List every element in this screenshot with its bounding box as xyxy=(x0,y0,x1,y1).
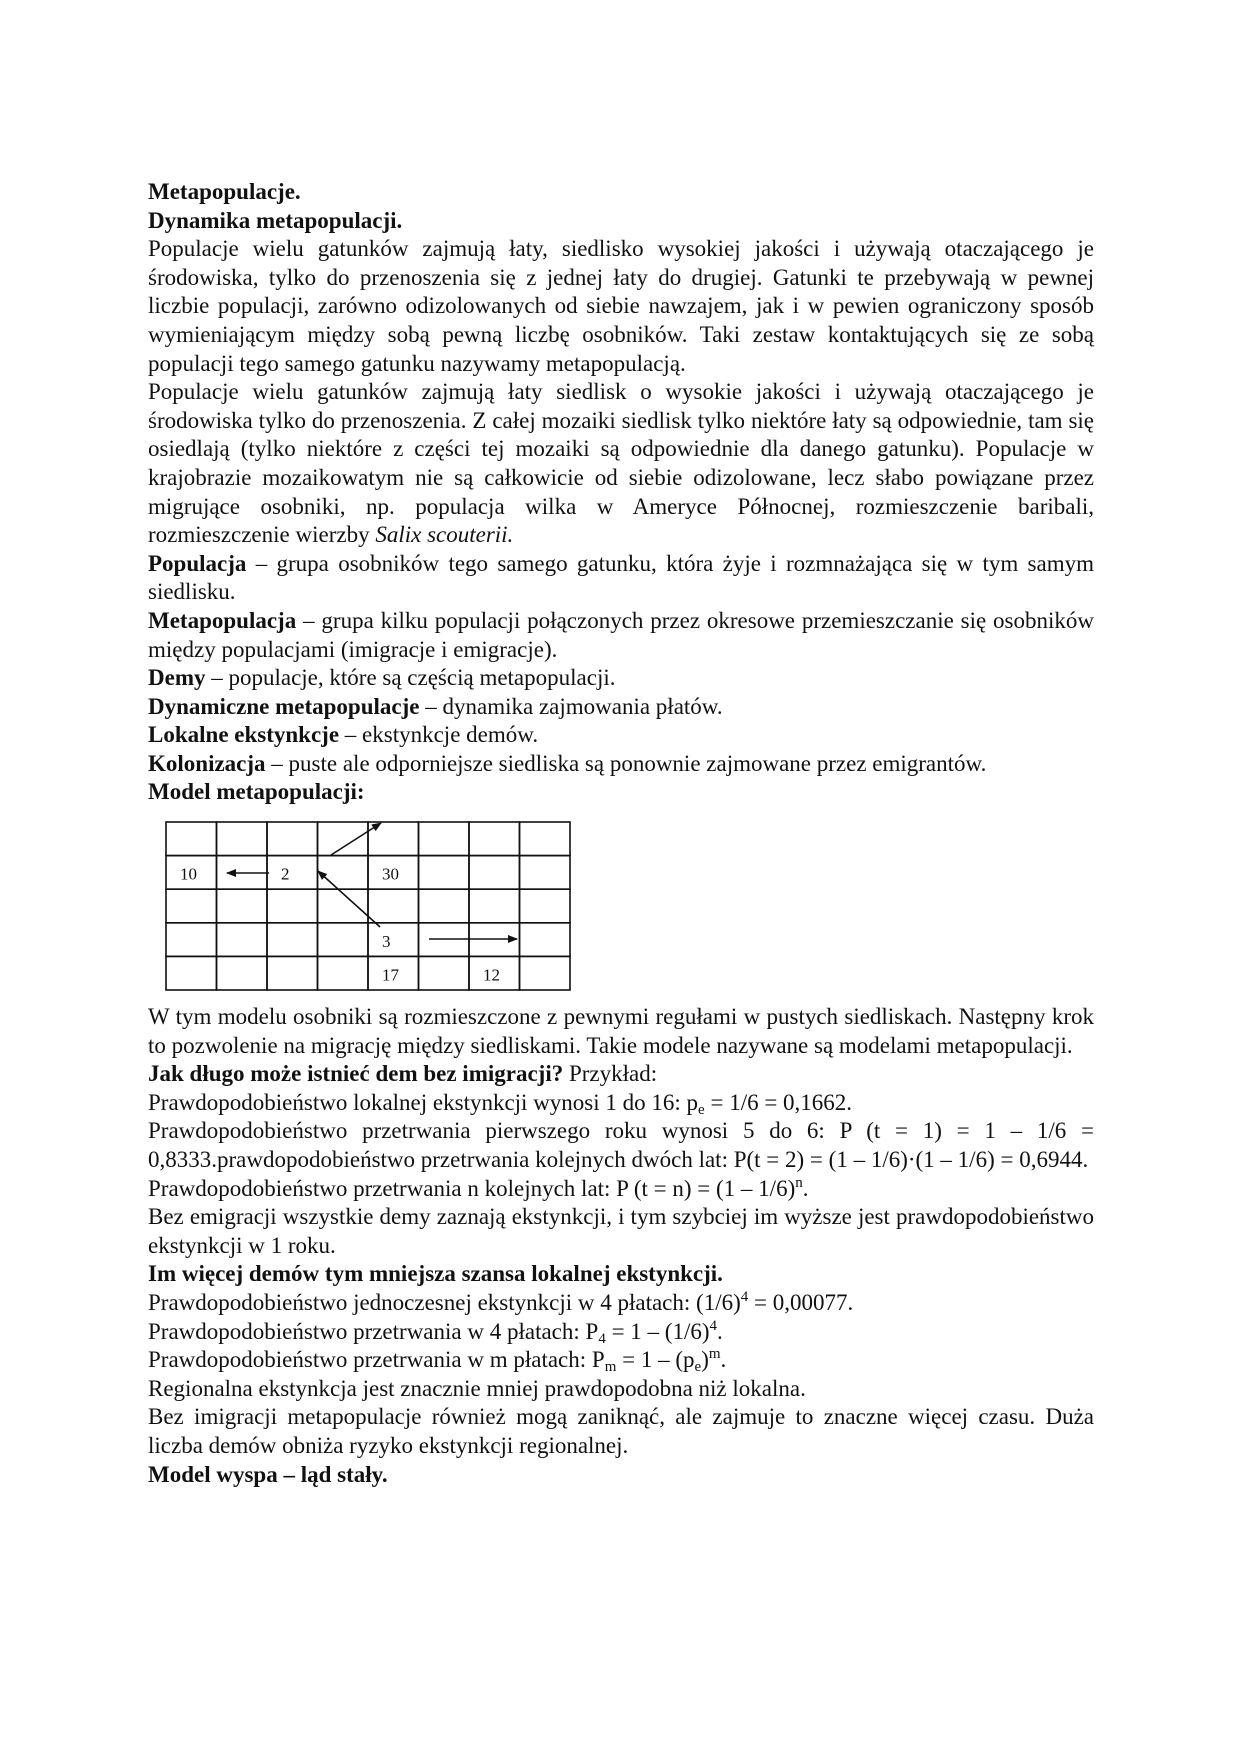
grid-cell xyxy=(318,822,369,856)
grid-cell-value: 30 xyxy=(382,864,399,884)
survival-m-patches-line xyxy=(148,1346,1094,1375)
grid-cell xyxy=(520,956,571,990)
survival-n-end: . xyxy=(802,1175,809,1201)
simul-value: = 0,00077. xyxy=(748,1290,854,1315)
grid-cell xyxy=(267,923,318,957)
survivalm-sup: m xyxy=(708,1346,721,1363)
grid-cell-value: 3 xyxy=(382,931,391,951)
grid-cell xyxy=(166,889,217,923)
document-page xyxy=(148,178,1094,1489)
local-extinction-value: = 1/6 = 0,1662. xyxy=(704,1089,853,1115)
grid-cell xyxy=(520,856,571,890)
simul-sup: 4 xyxy=(740,1289,749,1305)
local-extinction-sub: e xyxy=(698,1101,705,1118)
definition-term: Dynamiczne metapopulacje xyxy=(148,693,420,719)
grid-cell xyxy=(520,923,571,957)
grid-cell xyxy=(217,923,268,957)
definition-item xyxy=(148,550,1094,607)
survivalm-sub: m xyxy=(604,1359,617,1376)
definition-text: – puste ale odporniejsze siedliska są ponownie zajmowane przez emigrantów. xyxy=(265,750,987,776)
survivalm-mid: = 1 – (p xyxy=(616,1347,695,1373)
grid-cell xyxy=(469,822,520,856)
local-extinction-line xyxy=(148,1089,1094,1118)
question-text: Jak długo może istnieć dem bez imigracji? xyxy=(148,1061,564,1087)
metapopulation-grid xyxy=(165,815,625,1003)
definitions-list xyxy=(148,550,1094,779)
no-immigration-paragraph: Bez imigracji metapopulacje również mogą zaniknąć, ale zajmuje to znaczne więcej czasu. Duża liczba demów obniża ryzyko ekstynkcji regionalnej. xyxy=(148,1404,1094,1458)
grid-cell xyxy=(267,889,318,923)
more-demes-heading: Im więcej demów tym mniejsza szansa lokalnej ekstynkcji. xyxy=(148,1261,723,1287)
grid-cell xyxy=(419,889,470,923)
grid-cell xyxy=(267,822,318,856)
definition-term: Metapopulacja xyxy=(148,607,297,633)
grid-cell xyxy=(166,956,217,990)
grid-cell xyxy=(419,956,470,990)
survival-n-text: Prawdopodobieństwo przetrwania n kolejnych lat: P (t = n) = (1 – 1/6) xyxy=(148,1175,796,1201)
survival4-sub: 4 xyxy=(598,1330,606,1347)
survival4-text: Prawdopodobieństwo przetrwania w 4 płatach: P xyxy=(148,1318,599,1344)
grid-cell-value: 12 xyxy=(483,965,500,985)
grid-cell xyxy=(166,923,217,957)
grid-cell xyxy=(368,923,419,957)
definition-term: Demy xyxy=(148,665,206,691)
grid-cell xyxy=(166,822,217,856)
definition-text: – dynamika zajmowania płatów. xyxy=(419,693,723,719)
grid-cell xyxy=(419,856,470,890)
grid-cell xyxy=(469,889,520,923)
definition-text: – ekstynkcje demów. xyxy=(339,722,539,748)
grid-cell xyxy=(419,822,470,856)
model-heading: Model metapopulacji: xyxy=(148,779,365,805)
definition-item xyxy=(148,721,1094,750)
survival4-mid: = 1 – (1/6) xyxy=(605,1318,710,1344)
metapopulation-grid-figure xyxy=(148,807,1094,1003)
island-model-heading: Model wyspa – ląd stały. xyxy=(148,1461,388,1487)
definition-item xyxy=(148,664,1094,693)
survival4-end: . xyxy=(717,1318,723,1344)
no-emigration-paragraph: Bez emigracji wszystkie demy zaznają ekstynkcji, i tym szybciej im wyższe jest prawdopodobieństwo ekstynkcji w 1 roku. xyxy=(148,1204,1094,1258)
definition-term: Lokalne ekstynkcje xyxy=(148,722,340,748)
paragraph-mosaic-text: Populacje wielu gatunków zajmują łaty siedlisk o wysokie jakości i używają otaczającego je środowiska tylko do przenoszenia. Z całej mozaiki siedlisk tylko niektóre łaty są odpowiednie, tam się osiedlają (tylko niektóre z części tej mozaiki są odpowiednie dla danego gatunku). Populacje w krajobrazie mozaikowatym nie są całkowicie od siebie odizolowane, lecz słabo powiązane przez migrujące osobniki, np. populacja wilka w Ameryce Północnej, rozmieszczenie baribali, rozmieszczenie wierzby xyxy=(148,379,1094,548)
survivalm-text: Prawdopodobieństwo przetrwania w m płatach: P xyxy=(148,1347,605,1373)
title-heading: Metapopulacje. xyxy=(148,179,301,204)
survivalm-end: . xyxy=(720,1347,727,1373)
survival-first-year: Prawdopodobieństwo przetrwania pierwszego roku wynosi 5 do 6: P (t = 1) = 1 – 1/6 = 0,8333.prawdopodobieństwo przetrwania kolejnych dwóch lat: P(t = 2) = (1 – 1/6)·(1 – 1/6) = 0,6944. xyxy=(148,1118,1094,1173)
regional-extinction-line: Regionalna ekstynkcja jest znacznie mniej prawdopodobna niż lokalna. xyxy=(148,1375,806,1401)
definition-item xyxy=(148,750,1094,779)
grid-cell-value: 2 xyxy=(281,864,290,884)
simul-text: Prawdopodobieństwo jednoczesnej ekstynkcji w 4 płatach: (1/6) xyxy=(148,1290,741,1315)
survival-4-patches-line xyxy=(148,1318,1094,1347)
survival4-sup: 4 xyxy=(709,1317,717,1334)
definition-text: – populacje, które są częścią metapopulacji. xyxy=(205,665,616,691)
question-line xyxy=(148,1060,1094,1089)
example-label: Przykład: xyxy=(563,1061,658,1087)
survivalm-close: ) xyxy=(701,1347,709,1373)
grid-cell xyxy=(217,822,268,856)
survival-n-years xyxy=(148,1175,1094,1204)
simultaneous-extinction-line xyxy=(148,1289,1094,1318)
subtitle-heading: Dynamika metapopulacji. xyxy=(148,207,403,233)
grid-cell xyxy=(318,956,369,990)
grid-cell xyxy=(318,923,369,957)
local-extinction-text: Prawdopodobieństwo lokalnej ekstynkcji wynosi 1 do 16: p xyxy=(148,1089,699,1115)
species-name: Salix scouterii. xyxy=(375,522,514,548)
model-description: W tym modelu osobniki są rozmieszczone z pewnymi regułami w pustych siedliskach. Następny krok to pozwolenie na migrację między siedliskami. Takie modele nazywane są modelami metapopulacji. xyxy=(148,1004,1094,1058)
grid-cell xyxy=(520,822,571,856)
grid-cell xyxy=(368,889,419,923)
grid-cell xyxy=(318,856,369,890)
definition-text: – grupa kilku populacji połączonych przez okresowe przemieszczanie się osobników między populacjami (imigracje i emigracje). xyxy=(148,607,1094,662)
grid-cell xyxy=(267,856,318,890)
grid-cell xyxy=(469,856,520,890)
definition-item xyxy=(148,693,1094,722)
arrow-to-2 xyxy=(318,871,380,927)
definition-item xyxy=(148,607,1094,664)
grid-cell-value: 10 xyxy=(180,864,197,884)
definition-term: Populacja xyxy=(148,550,247,576)
definition-text: – grupa osobników tego samego gatunku, która żyje i rozmnażająca się w tym samym siedlisku. xyxy=(148,550,1094,605)
survival-n-sup: n xyxy=(795,1174,803,1191)
grid-cell xyxy=(267,956,318,990)
arrow-up-right xyxy=(331,823,381,855)
paragraph-mosaic xyxy=(148,378,1094,550)
definition-term: Kolonizacja xyxy=(148,750,266,776)
grid-cell xyxy=(520,889,571,923)
grid-cell xyxy=(217,889,268,923)
grid-cell xyxy=(217,956,268,990)
survivalm-sub2: e xyxy=(694,1359,702,1376)
grid-cell-value: 17 xyxy=(382,965,399,985)
paragraph-intro: Populacje wielu gatunków zajmują łaty, siedlisko wysokiej jakości i używają otaczającego je środowiska, tylko do przenoszenia się z jednej łaty do drugiej. Gatunki te przebywają w pewnej liczbie populacji, zarówno odizolowanych od siebie nawzajem, jak i w pewien ograniczony sposób wymieniającym między sobą pewną liczbę osobników. Taki zestaw kontaktujących się ze sobą populacji tego samego gatunku nazywamy metapopulacją. xyxy=(148,236,1094,376)
